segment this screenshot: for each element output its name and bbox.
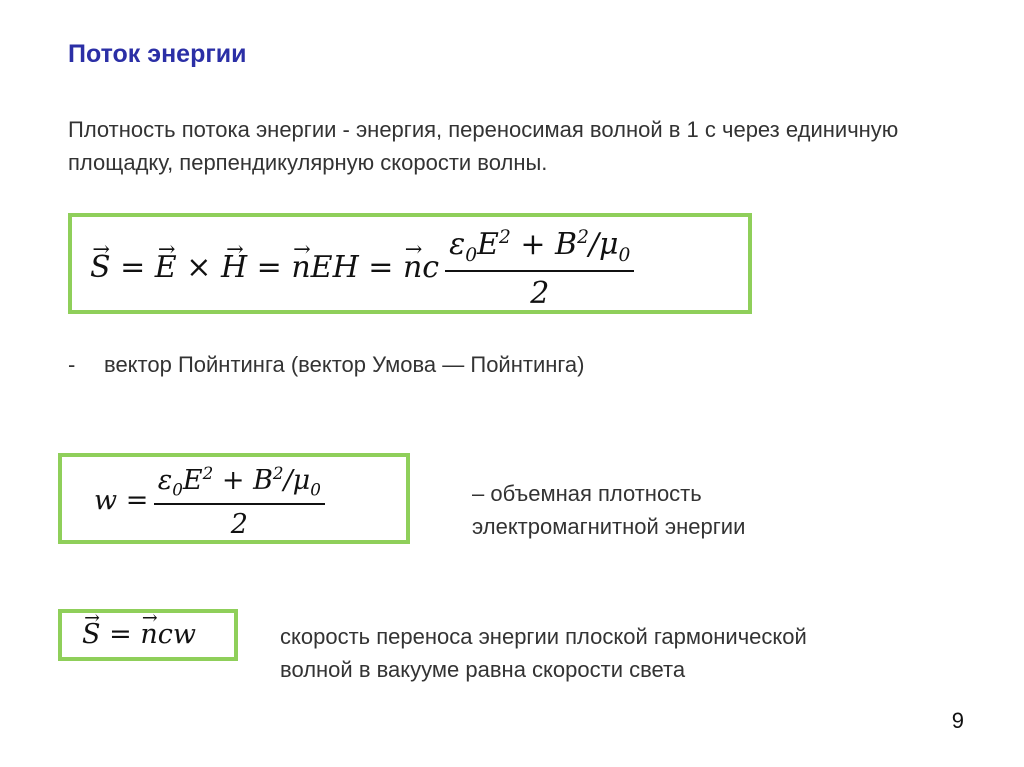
- poynting-formula: → S = → E × → H = → nEH = → nc $\frac{\varepsilon_0E^2 + B^2/\mu_0}{2}$: [90, 227, 634, 311]
- energy-density-description: [472, 477, 745, 543]
- poynting-formula-box: [68, 213, 752, 314]
- speed-description-line2: волной в вакууме равна скорости света: [280, 657, 686, 682]
- poynting-caption: вектор Пойнтинга (вектор Умова — Пойнтинга): [104, 352, 585, 377]
- poynting-dash: -: [68, 352, 76, 377]
- definition-text: Плотность потока энергии - энергия, переносимая волной в 1 с через единичную площадку, перпендикулярную скорости волны.: [68, 117, 899, 175]
- energy-density-formula-box: [58, 453, 410, 544]
- speed-description-line1: скорость переноса энергии плоской гармонической: [280, 624, 807, 649]
- energy-flux-formula: → S = → ncw: [82, 619, 196, 650]
- speed-description: [280, 620, 807, 686]
- energy-flux-formula-box: [58, 609, 238, 661]
- page-number: 9: [951, 708, 964, 733]
- slide-title: Поток энергии: [68, 40, 247, 68]
- energy-density-description-line1: – объемная плотность: [472, 481, 702, 506]
- energy-density-description-line2: электромагнитной энергии: [472, 514, 746, 539]
- energy-density-formula: w = $\frac{\varepsilon_0E^2 + B^2/\mu_0}{2}$: [94, 463, 325, 540]
